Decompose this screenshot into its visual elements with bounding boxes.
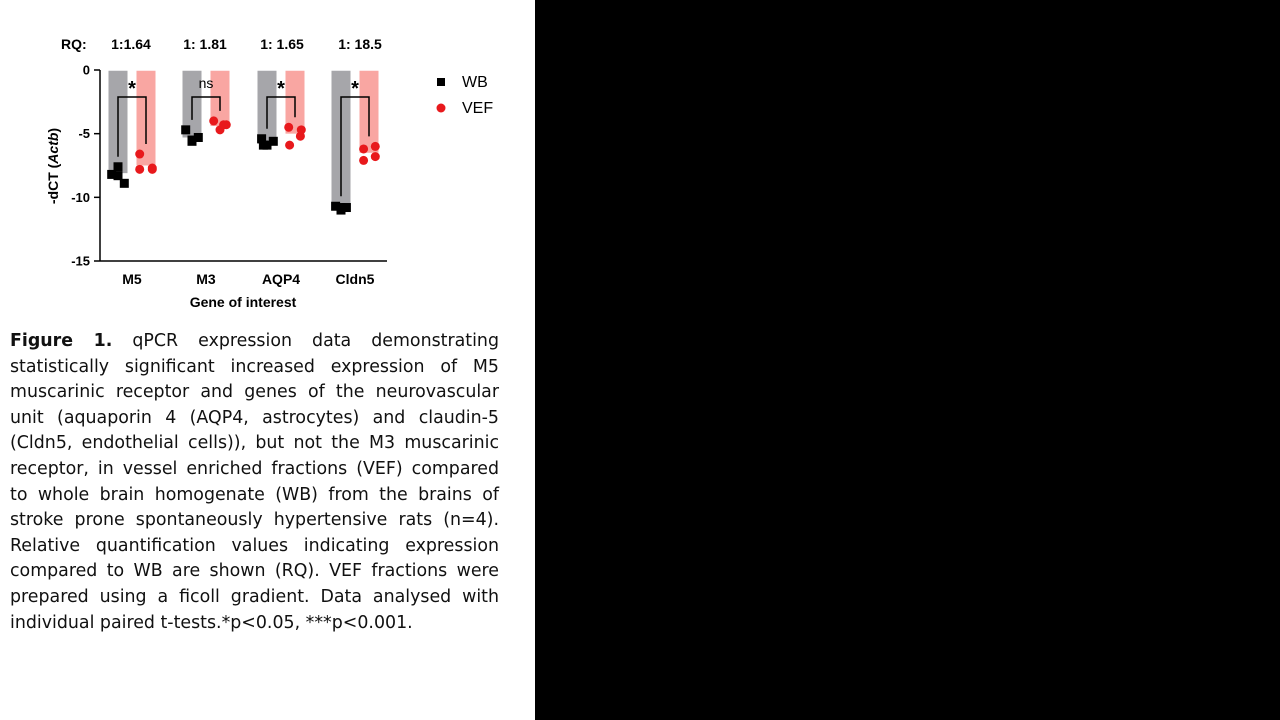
x-axis-label: Gene of interest [189,294,297,310]
data-point-vef [209,116,218,125]
rq-value: 1: 1.65 [260,36,304,52]
data-point-vef [219,120,228,129]
data-point-vef [297,125,306,134]
significance-label: * [351,78,359,100]
significance-label: ns [198,75,214,91]
data-point-vef [148,164,157,173]
y-tick-label: 0 [82,62,90,78]
legend-marker-wb [437,78,445,86]
data-point-vef [371,142,380,151]
data-point-vef [135,150,144,159]
data-point-vef [359,144,368,153]
data-point-wb [181,125,190,134]
data-point-wb [188,136,197,145]
data-point-wb [337,203,346,212]
legend-label-wb: WB [462,74,488,91]
x-tick-label: M5 [122,271,142,287]
x-tick-label: M3 [196,271,216,287]
caption-title: Figure 1. [10,331,113,351]
x-tick-label: Cldn5 [335,271,375,287]
rq-value: 1: 1.81 [183,36,227,52]
qpcr-bar-chart [0,0,535,320]
rq-value: 1: 18.5 [338,36,382,52]
figure-caption [10,329,499,636]
data-point-wb [114,171,123,180]
significance-label: * [277,78,285,100]
data-point-vef [285,141,294,150]
y-tick-label: -5 [78,126,90,142]
data-point-vef [371,152,380,161]
data-point-vef [135,165,144,174]
x-tick-label: AQP4 [261,271,301,287]
caption-text: qPCR expression data demonstrating statistically significant increased expression of M5 muscarinic receptor and genes of the neurovascular unit (aquaporin 4 (AQP4, astrocytes) and claudin-5 (Cldn5, endothelial cells)), but not the M3 muscarinic receptor, in vessel enriched fractions (VEF) compared to whole brain homogenate (WB) from the brains of stroke prone spontaneously hypertensive rats (n=4). Relative quantification values indicating expression compared to WB are shown (RQ). VEF fractions were prepared using a ficoll gradient. Data analysed with individual paired t-tests.*p<0.05, ***p<0.001. [10,331,499,633]
figure-panel [0,0,535,720]
data-point-vef [359,156,368,165]
rq-label: RQ: [61,36,87,52]
data-point-wb [269,137,278,146]
y-axis-label: -dCT (Actb) [45,127,61,205]
legend-marker-vef [437,104,446,113]
rq-value: 1:1.64 [111,36,151,52]
legend-label-vef: VEF [462,100,494,117]
y-tick-label: -15 [71,253,90,269]
significance-label: * [128,78,136,100]
data-point-vef [284,123,293,132]
data-point-wb [259,141,268,150]
y-tick-label: -10 [71,189,90,205]
